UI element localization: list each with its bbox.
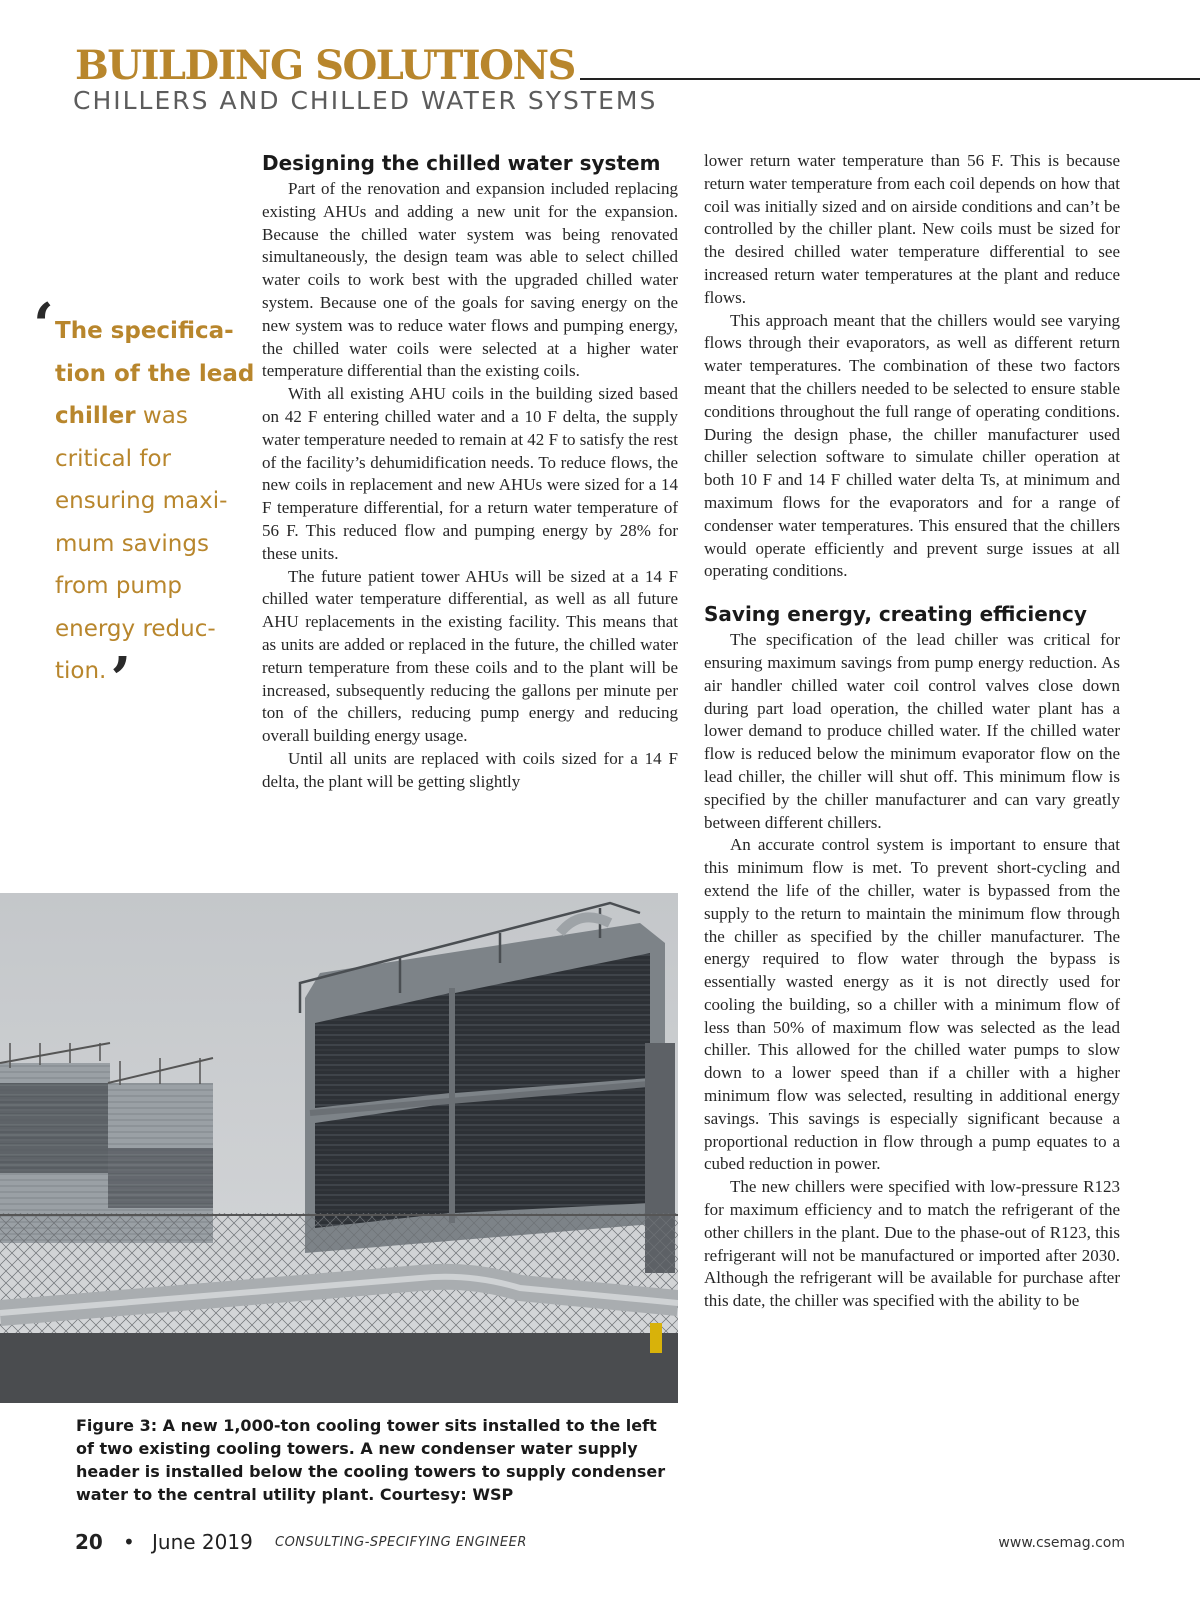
figure-caption: Figure 3: A new 1,000-ton cooling tower sits installed to the left of two existing cooling towers. A new condenser water supply header is installed below the cooling towers to supply condenser water to the central utility plant. Courtesy: WSP	[76, 1416, 666, 1504]
header-rule	[580, 78, 1200, 80]
cooling-tower-photo	[0, 893, 678, 1403]
website-url: www.csemag.com	[998, 1535, 1125, 1551]
paragraph: This approach meant that the chillers would see varying flows through their evaporators, as well as different return water temperatures. The combination of these two factors meant that the chillers needed to be selected to ensure stable conditions throughout the full range of operating conditions. During the design phase, the chiller manufacturer used chiller selection software to simulate chiller operation at both 10 F and 14 F chilled water delta Ts, at minimum and maximum flows for the evaporators and for a range of condenser water temperatures. This ensured that the chillers would operate efficiently and prevent surge issues at all operating conditions.	[704, 310, 1120, 581]
paragraph: Until all units are replaced with coils sized for a 14 F delta, the plant will be getting slightly	[262, 748, 678, 791]
heading-saving-energy: Saving energy, creating efficiency	[704, 602, 1087, 627]
paragraph: Part of the renovation and expansion included replacing existing AHUs and adding a new unit for the expansion. Because the chilled water system was being renovated simultaneously, the design team was able to select chilled water coils to work best with the upgraded chilled water system. Because one of the goals for saving energy on the new system was to reduce water flows and pumping energy, the chilled water coils were selected at a higher water temperature differential than the existing coils.	[262, 179, 678, 381]
paragraph: With all existing AHU coils in the building sized based on 42 F entering chilled water and a 10 F delta, the supply water temperature needed to remain at 42 F to satisfy the rest of the facility’s dehumidification needs. To reduce flows, the new coils in replacement and new AHUs were sized for a 14 F temperature differential, for a return water temperature of 56 F. This reduced flow and pumping energy by 28% for these units.	[262, 384, 678, 563]
pull-quote-text: was critical for ensuring maxi- mum savings from pump energy reduc- tion.	[55, 403, 228, 684]
bullet-separator: •	[123, 1530, 135, 1554]
heading-designing: Designing the chilled water system	[262, 151, 661, 175]
pull-quote-bold: The specifica- tion of the lead chiller	[55, 318, 255, 429]
pull-quote	[33, 291, 255, 715]
close-quote-mark: ’	[110, 645, 132, 715]
paragraph: An accurate control system is important to ensure that this minimum flow is met. To prevent short-cycling and extend the life of the chiller, water is bypassed from the supply to the return to maintain the minimum flow through the chiller as specified by the chiller manufacturer. The energy required to flow water through the bypass is essentially wasted energy as it is not directly used for cooling the building, so a chiller with a minimum flow of less than 50% of maximum flow was selected as the lead chiller. This allowed for the chilled water pumps to slow down to a lower speed than if a chiller with a higher minimum flow was selected, resulting in additional energy savings. This savings is especially significant because a proportional reduction in flow through a pump equates to a cubed reduction in power.	[704, 835, 1120, 1174]
publication-name: CONSULTING-SPECIFYING ENGINEER	[275, 1535, 527, 1550]
article-column-right	[704, 150, 1120, 1313]
paragraph: The specification of the lead chiller was critical for ensuring maximum savings from pump energy reduction. As air handler chilled water coil control valves close down during part load operation, the chilled water plant has a lower demand to produce chilled water. If the chilled water flow is reduced below the minimum evaporator flow on the lead chiller, the chiller will shut off. This minimum flow is specified by the chiller manufacturer and can vary greatly between different chillers.	[704, 630, 1120, 832]
section-subtitle: CHILLERS AND CHILLED WATER SYSTEMS	[73, 86, 658, 115]
article-column-left	[262, 150, 678, 794]
cooling-tower-illustration	[0, 893, 678, 1403]
paragraph: The future patient tower AHUs will be sized at a 14 F chilled water temperature differential, as well as all future AHU replacements in the existing facility. This means that as units are added or replaced in the future, the chilled water return temperature from these coils and to the plant will be increased, subsequently reducing the gallons per minute per ton of the chillers, reducing pump energy and reducing overall building energy usage.	[262, 566, 678, 746]
issue-date: June 2019	[152, 1530, 253, 1554]
page-number: 20	[75, 1530, 103, 1554]
section-title: BUILDING SOLUTIONS	[75, 42, 575, 89]
paragraph: The new chillers were specified with low-pressure R123 for maximum efficiency and to match the refrigerant of the other chillers in the plant. Due to the phase-out of R123, this refrigerant will not be manufactured or imported after 2030. Although the refrigerant will be available for purchase after this date, the chiller was specified with the ability to be	[704, 1177, 1120, 1311]
page-footer	[75, 1530, 1125, 1560]
paragraph-continued: lower return water temperature than 56 F. This is because return water temperature from each coil depends on how that coil was initially sized and on airside conditions and can’t be controlled by the chiller plant. New coils must be sized for the desired chilled water temperature differential to see increased return water temperatures at the plant and reduce flows.	[704, 151, 1120, 307]
open-quote-mark: ‘	[33, 291, 54, 361]
